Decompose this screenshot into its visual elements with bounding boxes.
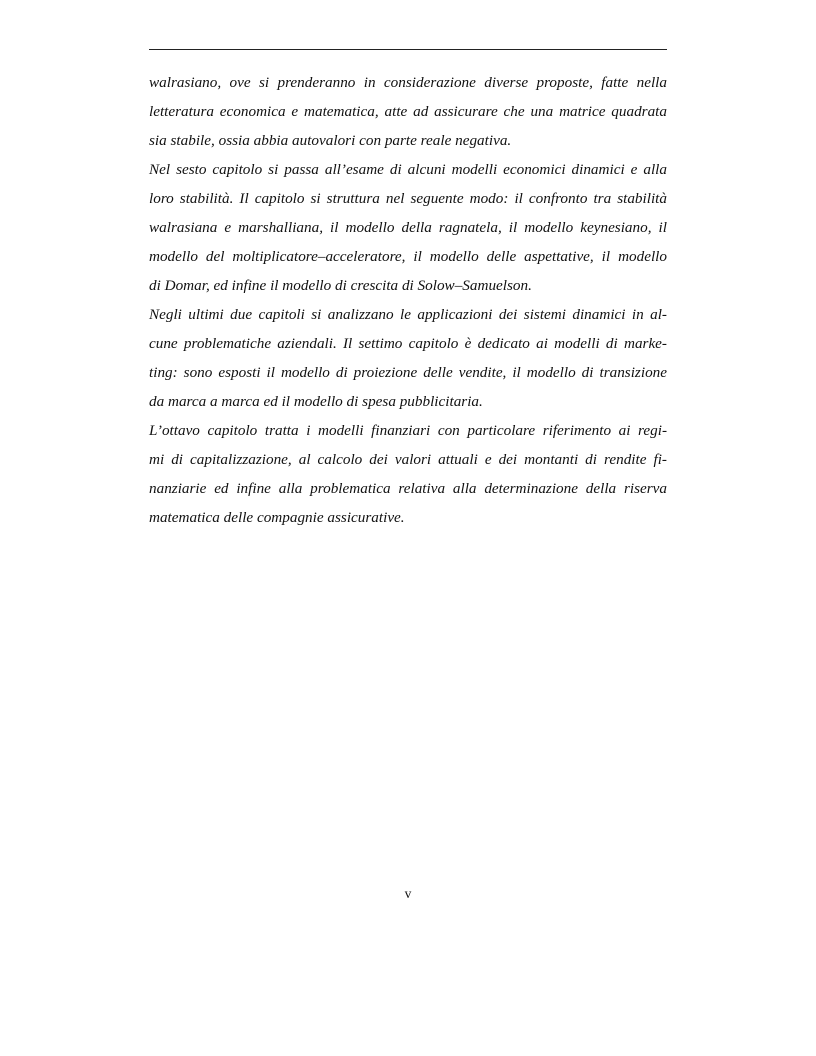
text-line: modello del moltiplicatore–acceleratore, il modello delle aspettative, il modello bbox=[149, 248, 667, 265]
paragraph bbox=[149, 300, 667, 416]
text-line: walrasiano, ove si prenderanno in considerazione diverse proposte, fatte nella bbox=[149, 74, 667, 91]
text-line: mi di capitalizzazione, al calcolo dei valori attuali e dei montanti di rendite fi- bbox=[149, 451, 667, 468]
text-line: sia stabile, ossia abbia autovalori con parte reale negativa. bbox=[149, 132, 512, 149]
paragraph bbox=[149, 68, 667, 155]
text-line: letteratura economica e matematica, atte ad assicurare che una matrice quadrata bbox=[149, 103, 667, 120]
text-line: cune problematiche aziendali. Il settimo capitolo è dedicato ai modelli di marke- bbox=[149, 335, 667, 352]
text-line: ting: sono esposti il modello di proiezione delle vendite, il modello di transizione bbox=[149, 364, 667, 381]
body-text bbox=[149, 68, 667, 532]
text-line: walrasiana e marshalliana, il modello della ragnatela, il modello keynesiano, il bbox=[149, 219, 667, 236]
text-line: nanziarie ed infine alla problematica relativa alla determinazione della riserva bbox=[149, 480, 667, 497]
text-line: loro stabilità. Il capitolo si struttura nel seguente modo: il confronto tra stabilità bbox=[149, 190, 667, 207]
paragraph bbox=[149, 155, 667, 300]
paragraph bbox=[149, 416, 667, 532]
text-line: matematica delle compagnie assicurative. bbox=[149, 509, 405, 526]
page-number: v bbox=[404, 886, 412, 901]
text-line: da marca a marca ed il modello di spesa pubblicitaria. bbox=[149, 393, 483, 410]
text-line: di Domar, ed infine il modello di crescita di Solow–Samuelson. bbox=[149, 277, 532, 294]
text-line: Nel sesto capitolo si passa all’esame di alcuni modelli economici dinamici e alla bbox=[149, 161, 667, 178]
header-rule bbox=[149, 49, 667, 50]
text-line: Negli ultimi due capitoli si analizzano le applicazioni dei sistemi dinamici in al- bbox=[149, 306, 667, 323]
text-line: L’ottavo capitolo tratta i modelli finanziari con particolare riferimento ai regi- bbox=[149, 422, 667, 439]
